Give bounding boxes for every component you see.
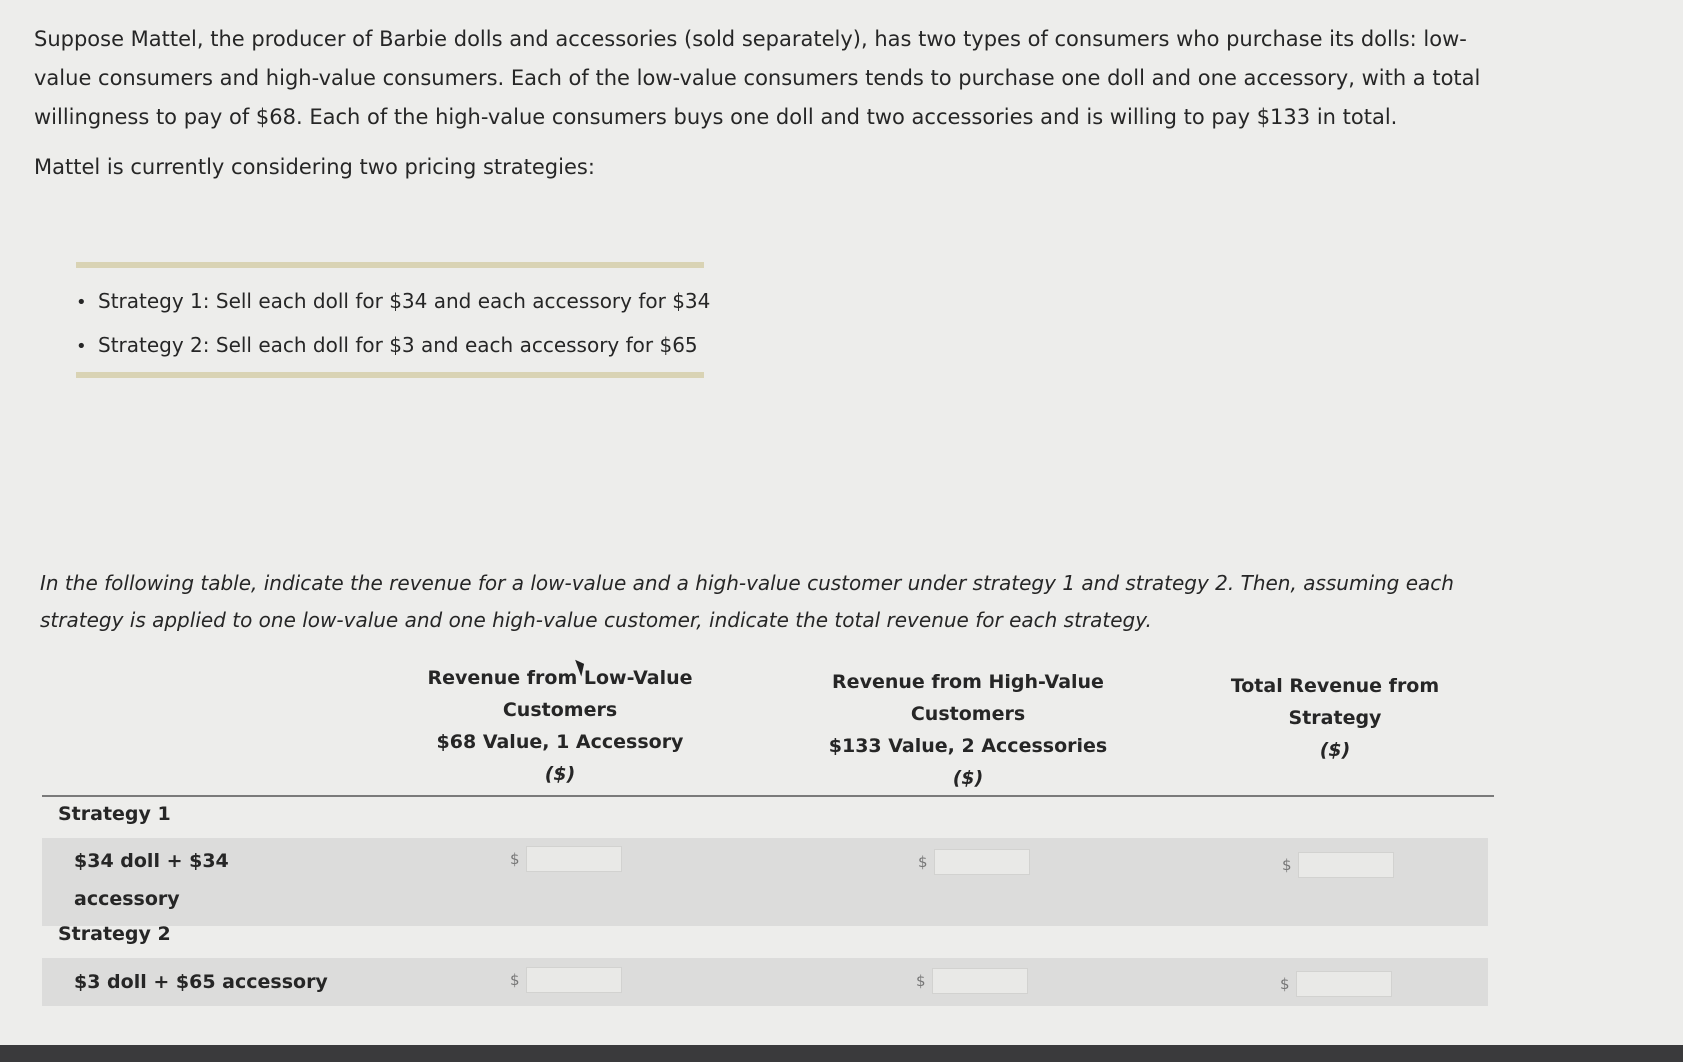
total-revenue-cell (1282, 852, 1394, 878)
intro-paragraph: Suppose Mattel, the producer of Barbie dolls and accessories (sold separately), has two types of consumers who purchase its dolls: low-value consumers and high-value consumers. Each of the low-value consumers tends to purchase one doll and one accessory, with a total willingness to pay of $68. Each of the high-value consumers buys one doll and two accessories and is willing to pay $133 in total. (34, 27, 1481, 129)
strategy-item-1 (76, 280, 710, 324)
strategy-1-high-revenue-input[interactable] (934, 849, 1030, 875)
strategy-list (76, 280, 710, 368)
pricing-question: Mattel is currently considering two pricing strategies: (34, 155, 595, 179)
strategy-1-total-revenue-input[interactable] (1298, 852, 1394, 878)
header-total-unit: ($) (1319, 739, 1351, 761)
currency-symbol: $ (1282, 856, 1292, 874)
strategy-1-text: Strategy 1: Sell each doll for $34 and each accessory for $34 (98, 289, 711, 313)
total-revenue-cell (1280, 971, 1392, 997)
header-low-line1: Revenue from Low-Value (427, 667, 693, 689)
table-row (42, 838, 1488, 926)
header-high-line2: Customers (910, 703, 1026, 725)
header-low-unit: ($) (544, 763, 576, 785)
header-high-line1: Revenue from High-Value (832, 671, 1104, 693)
header-high-value (808, 666, 1128, 794)
strategy-2-high-revenue-input[interactable] (932, 968, 1028, 994)
taskbar (0, 1045, 1683, 1062)
strategy-1-low-revenue-input[interactable] (526, 846, 622, 872)
row-label: $3 doll + $65 accessory (74, 971, 328, 993)
header-low-value (405, 662, 715, 790)
low-revenue-cell (510, 846, 622, 872)
strategy-2-text: Strategy 2: Sell each doll for $3 and each accessory for $65 (98, 333, 698, 357)
table-instruction: In the following table, indicate the revenue for a low-value and a high-value customer under strategy 1 and strategy 2. Then, assuming each strategy is applied to one low-value and one high-value customer, indicate the total revenue for each strategy. (40, 571, 1454, 632)
strategy-item-2 (76, 324, 710, 368)
currency-symbol: $ (1280, 975, 1290, 993)
header-low-line2: Customers (502, 699, 618, 721)
currency-symbol: $ (916, 972, 926, 990)
high-revenue-cell (918, 849, 1030, 875)
header-high-line3: $133 Value, 2 Accessories (828, 735, 1108, 757)
header-total-revenue (1210, 670, 1460, 766)
strategy-1-group-label: Strategy 1 (58, 803, 171, 825)
header-low-line3: $68 Value, 1 Accessory (436, 731, 684, 753)
header-total-line2: Strategy (1288, 707, 1382, 729)
strategy-top-rule (76, 262, 704, 268)
high-revenue-cell (916, 968, 1028, 994)
header-high-unit: ($) (952, 767, 984, 789)
currency-symbol: $ (510, 971, 520, 989)
table-header-divider (42, 795, 1494, 797)
strategy-2-total-revenue-input[interactable] (1296, 971, 1392, 997)
low-revenue-cell (510, 967, 622, 993)
currency-symbol: $ (918, 853, 928, 871)
header-total-line1: Total Revenue from (1230, 675, 1440, 697)
strategy-2-group-label: Strategy 2 (58, 923, 171, 945)
bullet-icon: • (76, 336, 87, 357)
bullet-icon: • (76, 292, 87, 313)
table-row (42, 958, 1488, 1006)
currency-symbol: $ (510, 850, 520, 868)
strategy-bottom-rule (76, 372, 704, 378)
row-label: $34 doll + $34 accessory (74, 850, 229, 910)
strategy-2-low-revenue-input[interactable] (526, 967, 622, 993)
